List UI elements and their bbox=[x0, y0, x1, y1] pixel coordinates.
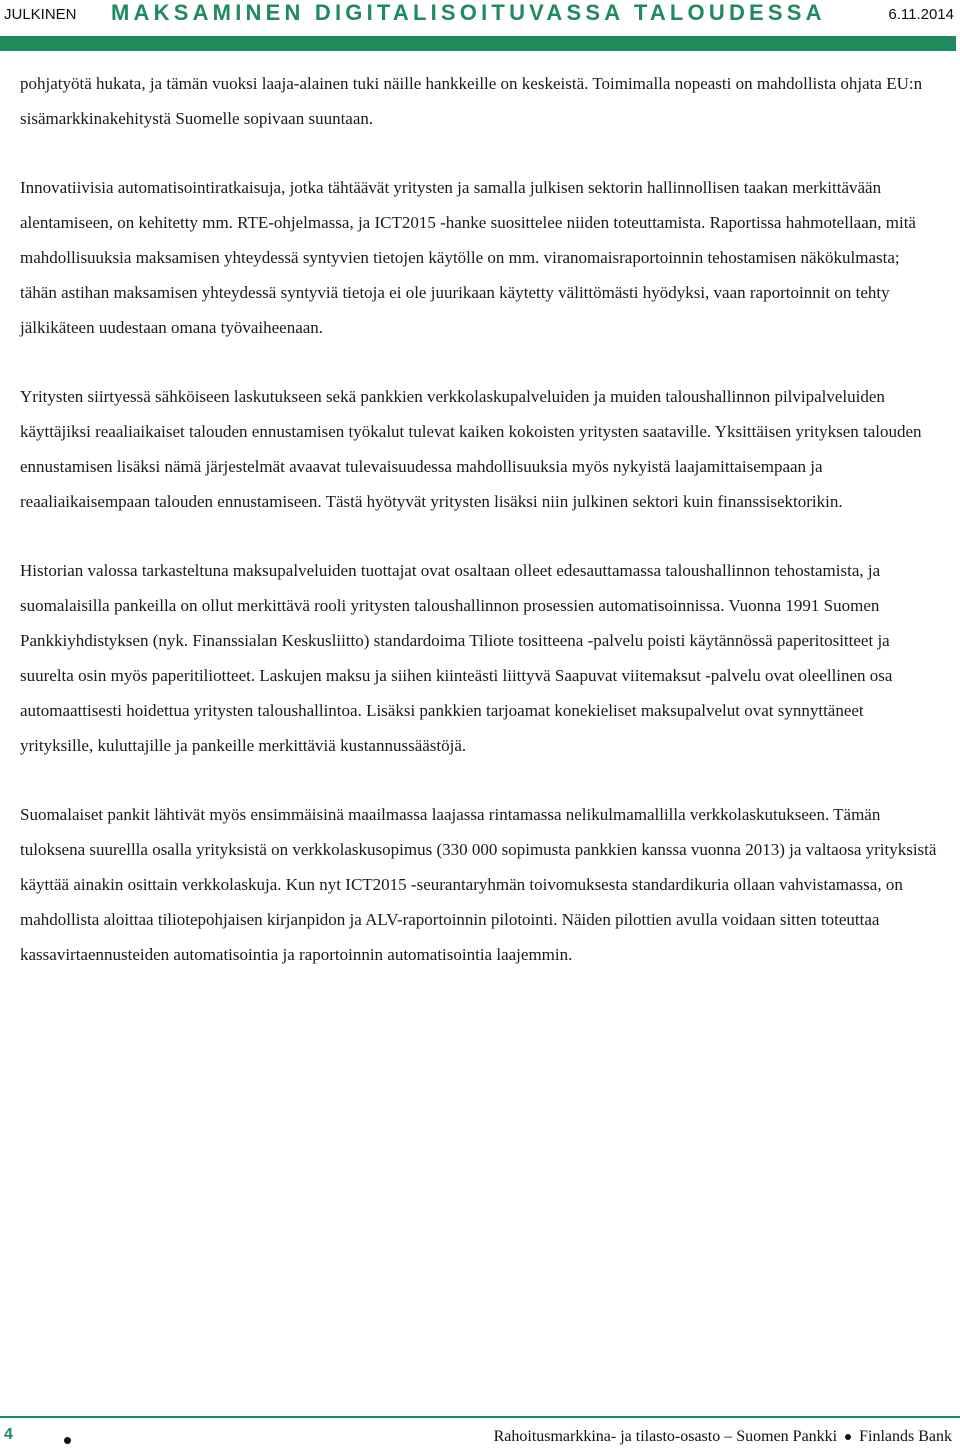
department-name: Rahoitusmarkkina- ja tilasto-osasto bbox=[493, 1428, 721, 1445]
body-text bbox=[20, 66, 940, 1006]
footer-separator: – bbox=[724, 1428, 733, 1445]
org-name-fi: Suomen Pankki bbox=[736, 1428, 838, 1445]
bullet-icon bbox=[845, 1434, 851, 1440]
paragraph: pohjatyötä hukata, ja tämän vuoksi laaja-alainen tuki näille hankkeille on keskeistä. Toimimalla nopeasti on mahdollista ohjata EU:n sisämarkkinakehitystä Suomelle sopivaan suuntaan. bbox=[20, 74, 923, 128]
paragraph: Suomalaiset pankit lähtivät myös ensimmäisinä maailmassa laajassa rintamassa nelikulmamallilla verkkolaskutukseen. Tämän tuloksena suurellla osalla yrityksistä on verkkolaskusopimus (330 000 sopimusta pankkien kanssa vuonna 2013) ja valtaosa yrityksistä käyttää ainakin osittain verkkolaskuja. Kun nyt ICT2015 -seurantaryhmän toivomuksesta standardikuria ollaan vahvistamassa, on mahdollista aloittaa tiliotepohjaisen kirjanpidon ja ALV-raportoinnin pilotointi. Näiden pilottien avulla voidaan sitten toteuttaa kassavirtaennusteiden automatisointia ja raportoinnin automatisointia laajemmin. bbox=[20, 805, 937, 964]
footer-publisher bbox=[494, 1428, 952, 1446]
header-rule bbox=[0, 36, 956, 51]
footer-rule bbox=[0, 1416, 960, 1418]
page-footer bbox=[0, 1416, 960, 1450]
paragraph: Yritysten siirtyessä sähköiseen laskutukseen sekä pankkien verkkolaskupalveluiden ja muiden taloushallinnon pilvipalveluiden käyttäjiksi reaaliaikaiset talouden ennustamisen työkalut tulevat kaiken kokoisten yritysten saataville. Yksittäisen yrityksen talouden ennustamisen lisäksi nämä järjestelmät avaavat tulevaisuudessa mahdollisuuksia myös nykyistä laajamittaisempaan ja reaaliaikaisempaan talouden ennustamiseen. Tästä hyötyvät yritysten lisäksi niin julkinen sektori kuin finanssisektorikin. bbox=[20, 387, 922, 511]
document-title: MAKSAMINEN DIGITALISOITUVASSA TALOUDESSA bbox=[111, 0, 826, 25]
bullet-icon bbox=[64, 1437, 71, 1444]
page-number: 4 bbox=[4, 1426, 13, 1443]
classification-label: JULKINEN bbox=[4, 6, 77, 23]
paragraph: Innovatiivisia automatisointiratkaisuja, jotka tähtäävät yritysten ja samalla julkisen sektorin hallinnollisen taakan merkittävään alentamiseen, on kehitetty mm. RTE-ohjelmassa, ja ICT2015 -hanke suosittelee niiden toteuttamista. Raportissa hahmotellaan, mitä mahdollisuuksia maksamisen yhteydessä syntyvien tietojen käytölle on mm. viranomaisraportoinnin tehostamisen näkökulmasta; tähän astihan maksamisen yhteydessä syntyviä tietoja ei ole juurikaan käytetty välittömästi hyödyksi, vaan raportoinnit on tehty jälkikäteen uudestaan omana työvaiheenaan. bbox=[20, 178, 916, 337]
org-name-sv: Finlands Bank bbox=[859, 1428, 952, 1445]
document-date: 6.11.2014 bbox=[888, 6, 954, 23]
paragraph: Historian valossa tarkasteltuna maksupalveluiden tuottajat ovat osaltaan olleet edesauttamassa taloushallinnon tehostamista, ja suomalaisilla pankeilla on ollut merkittävä rooli yritysten taloushallinnon prosessien automatisoinnissa. Vuonna 1991 Suomen Pankkiyhdistyksen (nyk. Finanssialan Keskusliitto) standardoima Tiliote tositteena -palvelu poisti käytännössä paperitositteet ja suurelta osin myös paperitiliotteet. Laskujen maksu ja siihen kiinteästi liittyvä Saapuvat viitemaksut -palvelu ovat oleellinen osa automaattisesti hoidettua yritysten taloushallintoa. Lisäksi pankkien tarjoamat konekieliset maksupalvelut ovat synnyttäneet yrityksille, kuluttajille ja pankeille merkittäviä kustannussäästöjä. bbox=[20, 561, 893, 755]
page-header bbox=[0, 0, 960, 34]
